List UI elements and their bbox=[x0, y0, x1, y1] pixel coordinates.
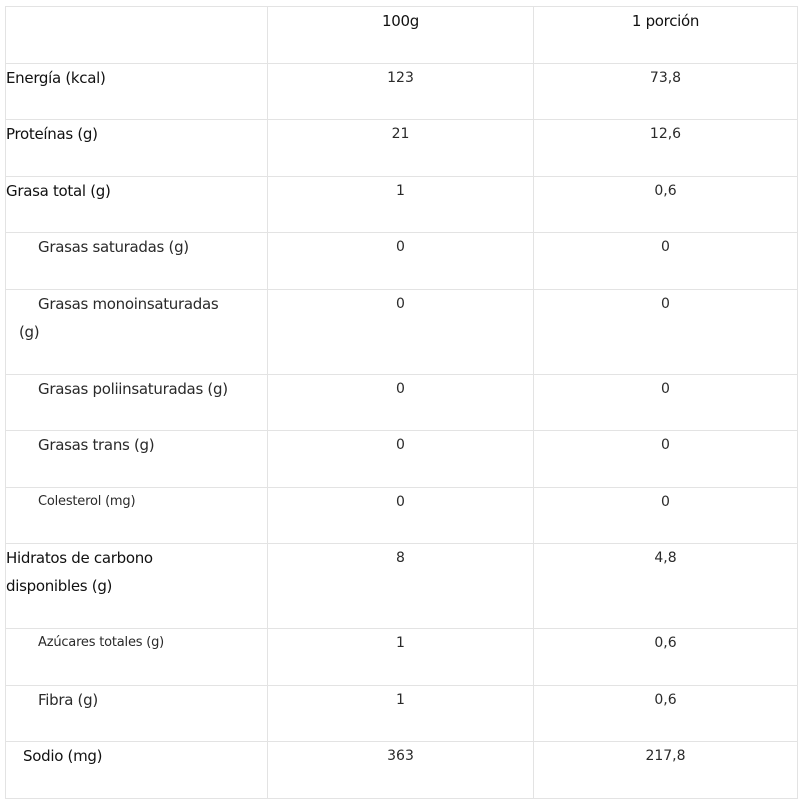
row-label bbox=[6, 290, 268, 375]
row-value-portion: 0 bbox=[534, 233, 798, 290]
table-row-sodio bbox=[6, 742, 798, 799]
row-label: Grasas trans (g) bbox=[6, 431, 268, 488]
row-value-portion: 0 bbox=[534, 375, 798, 431]
header-row bbox=[6, 7, 798, 64]
table-row-energia bbox=[6, 64, 798, 120]
row-value-100g: 0 bbox=[268, 233, 534, 290]
row-value-100g: 21 bbox=[268, 120, 534, 177]
table-row-hidratos bbox=[6, 544, 798, 629]
row-value-100g: 1 bbox=[268, 177, 534, 233]
table-row-colesterol bbox=[6, 488, 798, 544]
nutrition-table bbox=[5, 6, 798, 799]
header-portion: 1 porción bbox=[534, 7, 798, 64]
table-row-grasas-saturadas bbox=[6, 233, 798, 290]
header-100g: 100g bbox=[268, 7, 534, 64]
row-value-100g: 123 bbox=[268, 64, 534, 120]
row-value-portion: 0,6 bbox=[534, 177, 798, 233]
table-row-grasas-poliinsaturadas bbox=[6, 375, 798, 431]
row-value-100g: 363 bbox=[268, 742, 534, 799]
row-value-100g: 1 bbox=[268, 629, 534, 686]
row-label: Grasas saturadas (g) bbox=[6, 233, 268, 290]
row-value-100g: 0 bbox=[268, 488, 534, 544]
row-value-portion: 0,6 bbox=[534, 629, 798, 686]
row-label: Azúcares totales (g) bbox=[6, 629, 268, 686]
row-label: Energía (kcal) bbox=[6, 64, 268, 120]
row-label-line2: disponibles (g) bbox=[6, 577, 113, 595]
row-value-100g: 0 bbox=[268, 431, 534, 488]
row-value-portion: 0 bbox=[534, 488, 798, 544]
row-value-100g: 0 bbox=[268, 375, 534, 431]
table-row-proteinas bbox=[6, 120, 798, 177]
table-row-grasas-trans bbox=[6, 431, 798, 488]
row-label-line2: (g) bbox=[19, 323, 40, 341]
table-row-grasas-monoinsaturadas bbox=[6, 290, 798, 375]
row-label: Grasa total (g) bbox=[6, 177, 268, 233]
row-value-100g: 8 bbox=[268, 544, 534, 629]
row-label: Fibra (g) bbox=[6, 686, 268, 742]
header-label-cell bbox=[6, 7, 268, 64]
row-value-portion: 217,8 bbox=[534, 742, 798, 799]
row-value-portion: 4,8 bbox=[534, 544, 798, 629]
row-label: Grasas poliinsaturadas (g) bbox=[6, 375, 268, 431]
table-row-grasa-total bbox=[6, 177, 798, 233]
table-row-fibra bbox=[6, 686, 798, 742]
row-value-100g: 1 bbox=[268, 686, 534, 742]
row-label-line1: Hidratos de carbono bbox=[6, 549, 153, 567]
row-value-portion: 73,8 bbox=[534, 64, 798, 120]
row-label: Sodio (mg) bbox=[6, 742, 268, 799]
table-row-azucares bbox=[6, 629, 798, 686]
row-value-portion: 12,6 bbox=[534, 120, 798, 177]
row-label-line1: Grasas monoinsaturadas bbox=[38, 295, 219, 313]
row-value-portion: 0,6 bbox=[534, 686, 798, 742]
row-value-portion: 0 bbox=[534, 431, 798, 488]
row-value-portion: 0 bbox=[534, 290, 798, 375]
row-label: Proteínas (g) bbox=[6, 120, 268, 177]
row-label bbox=[6, 544, 268, 629]
row-value-100g: 0 bbox=[268, 290, 534, 375]
row-label: Colesterol (mg) bbox=[6, 488, 268, 544]
